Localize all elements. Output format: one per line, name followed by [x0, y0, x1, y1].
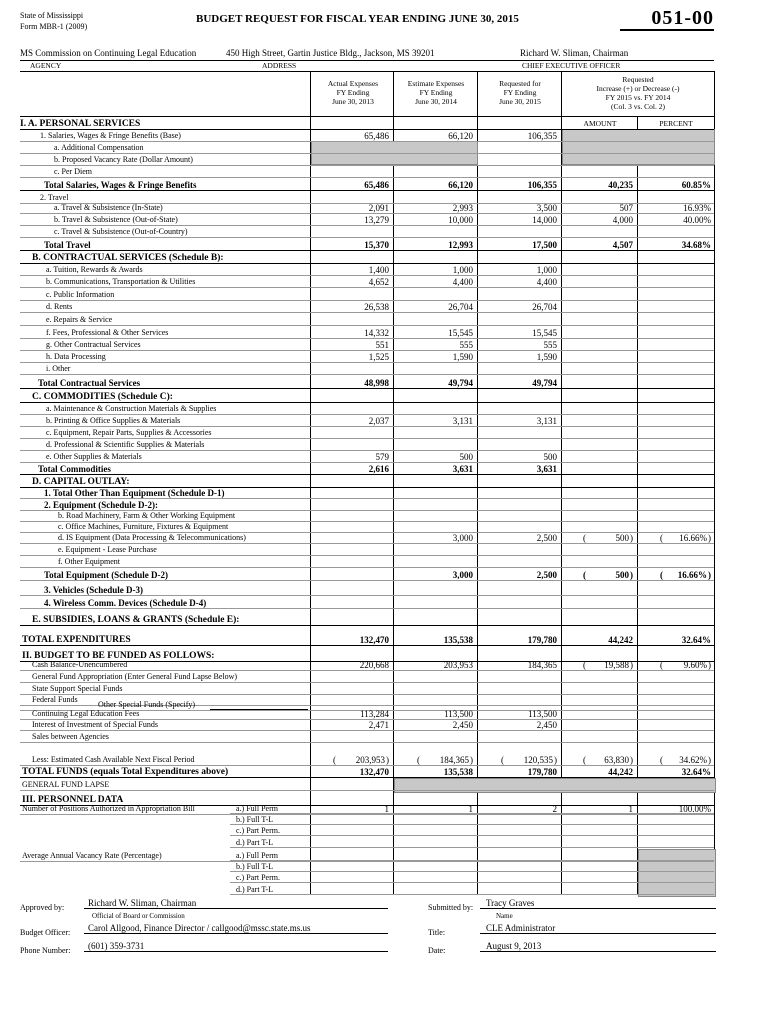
open-paren: (: [417, 755, 420, 765]
close-paren: ): [630, 570, 633, 580]
name-caption: Name: [496, 912, 513, 920]
cell-a[interactable]: 132,470: [359, 767, 389, 777]
cell-e[interactable]: 2,450: [452, 720, 473, 730]
open-paren: (: [583, 755, 586, 765]
budget-officer-label: Budget Officer:: [20, 928, 71, 937]
open-paren: (: [660, 660, 663, 670]
cell-r[interactable]: 555: [543, 340, 557, 350]
cell-pct[interactable]: 32.64%: [681, 635, 711, 645]
row-label: I. A. PERSONAL SERVICES: [20, 119, 141, 129]
row-rule: [20, 325, 714, 326]
cell-r[interactable]: 1,000: [536, 265, 557, 275]
row-label: 2. Equipment (Schedule D-2):: [44, 500, 159, 510]
col-estimate-l1: Estimate Expenses: [407, 79, 465, 88]
cell-r[interactable]: 120,535: [523, 755, 553, 765]
cell-pct[interactable]: 100.00%: [678, 804, 711, 814]
chief-officer: Richard W. Sliman, Chairman: [520, 48, 629, 58]
row-label: TOTAL EXPENDITURES: [22, 635, 131, 645]
col-change-l4: (Col. 3 vs. Col. 2): [611, 102, 665, 111]
col-requested-l1: Requested for: [499, 79, 541, 88]
cell-r[interactable]: 3,500: [536, 203, 557, 213]
personnel-sublabel: b.) Full T-L: [236, 815, 274, 824]
cell-r[interactable]: 179,780: [527, 767, 557, 777]
phone-label: Phone Number:: [20, 946, 71, 955]
cell-e[interactable]: 1,000: [452, 265, 473, 275]
row-label: c. Equipment, Repair Parts, Supplies & Accessories: [46, 428, 212, 437]
row-rule: [20, 287, 714, 288]
cell-r[interactable]: 500: [543, 452, 557, 462]
close-paren: ): [708, 533, 711, 543]
row-label: d. Rents: [46, 302, 73, 311]
address-caption: ADDRESS: [262, 61, 297, 70]
cell-e[interactable]: 1: [468, 804, 473, 814]
cell-r[interactable]: 4,400: [536, 277, 557, 287]
col-actual-header: [312, 79, 394, 106]
cell-pct[interactable]: 34.62%: [679, 755, 707, 765]
cell-r[interactable]: 49,794: [532, 378, 557, 388]
row-rule: [20, 861, 714, 862]
row-label: h. Data Processing: [46, 352, 106, 361]
row-label: 3. Vehicles (Schedule D-3): [44, 585, 143, 595]
cell-a[interactable]: 2,091: [368, 203, 389, 213]
row-label: General Fund Appropriation (Enter General Fund Lapse Below): [32, 672, 238, 681]
col-actual-l1: Actual Expenses: [327, 79, 379, 88]
personnel-row-rule: [230, 882, 714, 883]
cell-pct[interactable]: 16.93%: [683, 203, 711, 213]
col-requested-header: [478, 79, 562, 106]
row-rule: [20, 237, 714, 238]
cell-pct[interactable]: 60.85%: [681, 180, 711, 190]
row-label: d. IS Equipment (Data Processing & Telecommunications): [58, 533, 246, 542]
personnel-row-rule: [230, 871, 714, 872]
row-label: 4. Wireless Comm. Devices (Schedule D-4): [44, 598, 207, 608]
personnel-sublabel: d.) Part T-L: [236, 838, 274, 847]
cell-amt[interactable]: 507: [619, 203, 633, 213]
row-label: f. Other Equipment: [58, 557, 120, 566]
cell-e[interactable]: 184,365: [439, 755, 469, 765]
row-label: Continuing Legal Education Fees: [32, 709, 140, 718]
close-paren: ): [630, 660, 633, 670]
col-change-header: [562, 75, 714, 111]
cell-e[interactable]: 500: [459, 452, 473, 462]
row-rule: [20, 790, 714, 791]
cell-amt[interactable]: 500: [615, 570, 629, 580]
cell-r[interactable]: 2,450: [536, 720, 557, 730]
personnel-sublabel: b.) Full T-L: [236, 862, 274, 871]
row-label: Cash Balance-Unencumbered: [32, 660, 128, 669]
agency-address: 450 High Street, Gartin Justice Bldg., Jackson, MS 39201: [226, 48, 435, 58]
cell-a[interactable]: 1: [384, 804, 389, 814]
row-label: Less: Estimated Cash Available Next Fiscal Period: [32, 755, 195, 764]
cell-e[interactable]: 4,400: [452, 277, 473, 287]
cell-r[interactable]: 14,000: [532, 215, 557, 225]
cell-pct[interactable]: 34.68%: [681, 240, 711, 250]
row-label: e. Repairs & Service: [46, 315, 113, 324]
cell-r[interactable]: 26,704: [532, 302, 557, 312]
row-rule: [20, 312, 714, 313]
cell-e[interactable]: 113,500: [444, 709, 473, 719]
row-label: Sales between Agencies: [32, 732, 109, 741]
row-label: Total Commodities: [38, 464, 111, 474]
approved-label: Approved by:: [20, 903, 65, 912]
cell-a[interactable]: 65,486: [364, 180, 389, 190]
row-label: Total Salaries, Wages & Fringe Benefits: [44, 180, 197, 190]
row-label: 2. Travel: [40, 193, 69, 202]
cell-a[interactable]: 551: [375, 340, 389, 350]
cell-r[interactable]: 113,500: [528, 709, 557, 719]
cell-a[interactable]: 1,525: [368, 352, 389, 362]
cell-amt[interactable]: 4,507: [612, 240, 633, 250]
officer-caption: CHIEF EXECUTIVE OFFICER: [522, 61, 621, 70]
cell-r[interactable]: 106,355: [527, 180, 557, 190]
cell-r[interactable]: 2: [552, 804, 557, 814]
row-rule: [20, 580, 714, 581]
cell-pct[interactable]: 9.60%: [683, 660, 707, 670]
row-label: B. CONTRACTUAL SERVICES (Schedule B):: [32, 253, 224, 263]
cell-e[interactable]: 3,000: [452, 570, 473, 580]
close-paren: ): [554, 755, 557, 765]
row-rule: [20, 190, 714, 191]
cell-e[interactable]: 135,538: [443, 767, 473, 777]
personnel-row-rule: [230, 894, 714, 895]
col-requested-l3: June 30, 2015: [499, 97, 541, 106]
approved-field[interactable]: Richard W. Sliman, Chairman: [84, 898, 388, 909]
cell-e[interactable]: 12,993: [448, 240, 473, 250]
row-rule: [20, 388, 714, 389]
row-label: a. Maintenance & Construction Materials & Supplies: [46, 404, 217, 413]
cell-r[interactable]: 17,500: [532, 240, 557, 250]
col-estimate-l2: FY Ending: [419, 88, 453, 97]
row-label: Other Special Funds (Specify): [98, 700, 196, 709]
personnel-sublabel: a.) Full Perm: [236, 851, 278, 860]
row-label: a. Additional Compensation: [54, 143, 144, 152]
cell-e[interactable]: 26,704: [448, 302, 473, 312]
open-paren: (: [501, 755, 504, 765]
col-requested-l2: FY Ending: [503, 88, 537, 97]
open-paren: (: [660, 570, 663, 580]
page-title: BUDGET REQUEST FOR FISCAL YEAR ENDING JUNE 30, 2015: [196, 13, 519, 25]
open-paren: (: [660, 755, 663, 765]
title-field[interactable]: CLE Administrator: [480, 923, 716, 934]
phone-field[interactable]: (601) 359-3731: [84, 941, 388, 952]
close-paren: ): [386, 755, 389, 765]
row-label: b. Communications, Transportation & Utilities: [46, 277, 196, 286]
row-label: GENERAL FUND LAPSE: [22, 780, 110, 789]
cell-a[interactable]: 132,470: [359, 635, 389, 645]
close-paren: ): [630, 755, 633, 765]
cell-a[interactable]: 1,400: [368, 265, 389, 275]
close-paren: ): [470, 755, 473, 765]
col-amount-header: AMOUNT: [583, 119, 617, 128]
date-field[interactable]: August 9, 2013: [480, 941, 716, 952]
cell-amt[interactable]: 44,242: [608, 767, 633, 777]
close-paren: ): [630, 533, 633, 543]
table-top-rule: [20, 116, 714, 117]
row-label: Total Contractual Services: [38, 378, 141, 388]
cell-r[interactable]: 1,590: [536, 352, 557, 362]
cell-r[interactable]: 184,365: [527, 660, 557, 670]
row-rule: [20, 777, 714, 778]
cell-r[interactable]: 3,131: [536, 416, 557, 426]
row-label: 1. Salaries, Wages & Fringe Benefits (Base): [40, 131, 181, 140]
personnel-row-rule: [230, 835, 714, 836]
personnel-sublabel: c.) Part Perm.: [236, 873, 280, 882]
row-rule: [20, 374, 714, 375]
personnel-row-rule: [230, 847, 714, 848]
personnel-row-rule: [230, 824, 714, 825]
open-paren: (: [660, 533, 663, 543]
budget-officer-field[interactable]: Carol Allgood, Finance Director / callgood@mssc.state.ms.us: [84, 923, 388, 934]
approved-caption: Official of Board or Commission: [92, 912, 185, 920]
row-label: c. Public Information: [46, 290, 115, 299]
row-label: i. Other: [46, 364, 71, 373]
row-label: b. Road Machinery, Farm & Other Working Equipment: [58, 511, 236, 520]
agency-name: MS Commission on Continuing Legal Education: [20, 48, 197, 58]
row-label: E. SUBSIDIES, LOANS & GRANTS (Schedule E):: [32, 615, 240, 625]
submitted-field[interactable]: Tracy Graves: [480, 898, 716, 909]
cell-amt[interactable]: 19,588: [604, 660, 629, 670]
header-rule-2: [20, 71, 714, 72]
row-label: g. Other Contractual Services: [46, 340, 141, 349]
row-rule: [20, 814, 714, 815]
row-rule: [20, 567, 714, 568]
cell-pct[interactable]: 16.66%: [677, 570, 707, 580]
personnel-sublabel: a.) Full Perm: [236, 804, 278, 813]
cell-e[interactable]: 555: [459, 340, 473, 350]
col-estimate-l3: June 30, 2014: [415, 97, 457, 106]
cell-r[interactable]: 106,355: [527, 131, 557, 141]
open-paren: (: [583, 533, 586, 543]
cell-pct[interactable]: 16.66%: [679, 533, 707, 543]
cell-pct[interactable]: 32.64%: [681, 767, 711, 777]
state-label: State of Mississippi: [20, 11, 84, 20]
cell-a[interactable]: 2,037: [368, 416, 389, 426]
cell-e[interactable]: 135,538: [443, 635, 473, 645]
row-label: c. Travel & Subsistence (Out-of-Country): [54, 227, 188, 236]
cell-a[interactable]: 2,616: [368, 464, 389, 474]
cell-a[interactable]: 13,279: [364, 215, 389, 225]
cell-a[interactable]: 2,471: [368, 720, 389, 730]
cell-a[interactable]: 203,953: [355, 755, 385, 765]
row-label: Number of Positions Authorized in Appropriation Bill: [22, 804, 195, 813]
row-label: Interest of Investment of Special Funds: [32, 720, 158, 729]
submitted-label: Submitted by:: [428, 903, 474, 912]
cell-e[interactable]: 49,794: [448, 378, 473, 388]
col-percent-header: PERCENT: [659, 119, 693, 128]
row-label: b. Proposed Vacancy Rate (Dollar Amount): [54, 155, 193, 164]
row-label: c. Per Diem: [54, 167, 92, 176]
cell-a[interactable]: 15,370: [364, 240, 389, 250]
row-rule: [20, 474, 714, 475]
cell-e[interactable]: 10,000: [448, 215, 473, 225]
agency-caption: AGENCY: [30, 61, 62, 70]
row-label: Federal Funds: [32, 695, 78, 704]
open-paren: (: [333, 755, 336, 765]
cell-a[interactable]: 14,332: [364, 328, 389, 338]
cell-e[interactable]: 2,993: [452, 203, 473, 213]
col-change-l2: Increase (+) or Decrease (-): [596, 84, 680, 93]
cell-a[interactable]: 26,538: [364, 302, 389, 312]
date-label: Date:: [428, 946, 446, 955]
personnel-sublabel: c.) Part Perm.: [236, 826, 280, 835]
row-rule: [20, 645, 714, 646]
row-rule: [20, 595, 714, 596]
cell-a[interactable]: 579: [375, 452, 389, 462]
other-funds-line: [210, 709, 308, 710]
cell-amt[interactable]: 44,242: [608, 635, 633, 645]
cell-amt[interactable]: 40,235: [608, 180, 633, 190]
cell-a[interactable]: 113,284: [360, 709, 389, 719]
cell-amt[interactable]: 63,830: [604, 755, 629, 765]
cell-e[interactable]: 66,120: [448, 131, 473, 141]
row-label: D. CAPITAL OUTLAY:: [32, 477, 130, 487]
close-paren: ): [708, 660, 711, 670]
col-estimate-header: [394, 79, 478, 106]
cell-a[interactable]: 65,486: [364, 131, 389, 141]
cell-e[interactable]: 3,000: [452, 533, 473, 543]
cell-e[interactable]: 203,953: [443, 660, 473, 670]
cell-e[interactable]: 3,131: [452, 416, 473, 426]
col-actual-l3: June 30, 2013: [332, 97, 374, 106]
row-label: TOTAL FUNDS (equals Total Expenditures above): [22, 767, 229, 777]
row-label: d. Professional & Scientific Supplies & Materials: [46, 440, 205, 449]
cell-a[interactable]: 220,668: [359, 660, 389, 670]
cell-amt[interactable]: 1: [628, 804, 633, 814]
col-change-l1: Requested: [622, 75, 654, 84]
row-label: c. Office Machines, Furniture, Fixtures & Equipment: [58, 522, 229, 531]
open-paren: (: [583, 660, 586, 670]
row-label: Average Annual Vacancy Rate (Percentage): [22, 851, 162, 860]
row-label: b. Printing & Office Supplies & Materials: [46, 416, 181, 425]
row-label: 1. Total Other Than Equipment (Schedule D-1): [44, 488, 225, 498]
close-paren: ): [708, 755, 711, 765]
row-label: III. PERSONNEL DATA: [22, 795, 124, 805]
row-label: a. Tuition, Rewards & Awards: [46, 265, 143, 274]
cell-r[interactable]: 179,780: [527, 635, 557, 645]
personnel-sublabel: d.) Part T-L: [236, 885, 274, 894]
cell-e[interactable]: 1,590: [452, 352, 473, 362]
row-label: Total Equipment (Schedule D-2): [44, 570, 168, 580]
cell-a[interactable]: 4,652: [368, 277, 389, 287]
col-actual-l2: FY Ending: [336, 88, 370, 97]
row-label: a. Travel & Subsistence (In-State): [54, 203, 163, 212]
open-paren: (: [583, 570, 586, 580]
cell-r[interactable]: 2,500: [536, 533, 557, 543]
cell-pct[interactable]: 40.00%: [683, 215, 711, 225]
title-label: Title:: [428, 928, 446, 937]
personnel-row-rule: [230, 860, 714, 861]
row-label: State Support Special Funds: [32, 684, 123, 693]
row-label: II. BUDGET TO BE FUNDED AS FOLLOWS:: [22, 651, 215, 661]
cell-e[interactable]: 3,631: [452, 464, 473, 474]
row-label: e. Equipment - Lease Purchase: [58, 545, 157, 554]
row-rule: [20, 177, 714, 178]
cell-e[interactable]: 66,120: [448, 180, 473, 190]
form-label: Form MBR-1 (2009): [20, 22, 88, 31]
row-label: f. Fees, Professional & Other Services: [46, 328, 169, 337]
row-label: C. COMMODITIES (Schedule C):: [32, 392, 173, 402]
personnel-row-rule: [230, 813, 714, 814]
col-change-l3: FY 2015 vs. FY 2014: [605, 93, 671, 102]
row-rule: [20, 625, 714, 626]
row-label: Total Travel: [44, 240, 91, 250]
cell-r[interactable]: 3,631: [536, 464, 557, 474]
row-rule: [20, 608, 714, 609]
cell-amt[interactable]: 500: [615, 533, 629, 543]
close-paren: ): [708, 570, 711, 580]
row-label: b. Travel & Subsistence (Out-of-State): [54, 215, 178, 224]
cell-amt[interactable]: 4,000: [612, 215, 633, 225]
cell-a[interactable]: 48,998: [364, 378, 389, 388]
row-rule: [20, 250, 714, 251]
cell-r[interactable]: 2,500: [536, 570, 557, 580]
row-rule: [20, 742, 714, 743]
cell-e[interactable]: 15,545: [448, 328, 473, 338]
form-number: 051-00: [620, 7, 714, 31]
row-label: e. Other Supplies & Materials: [46, 452, 142, 461]
cell-r[interactable]: 15,545: [532, 328, 557, 338]
